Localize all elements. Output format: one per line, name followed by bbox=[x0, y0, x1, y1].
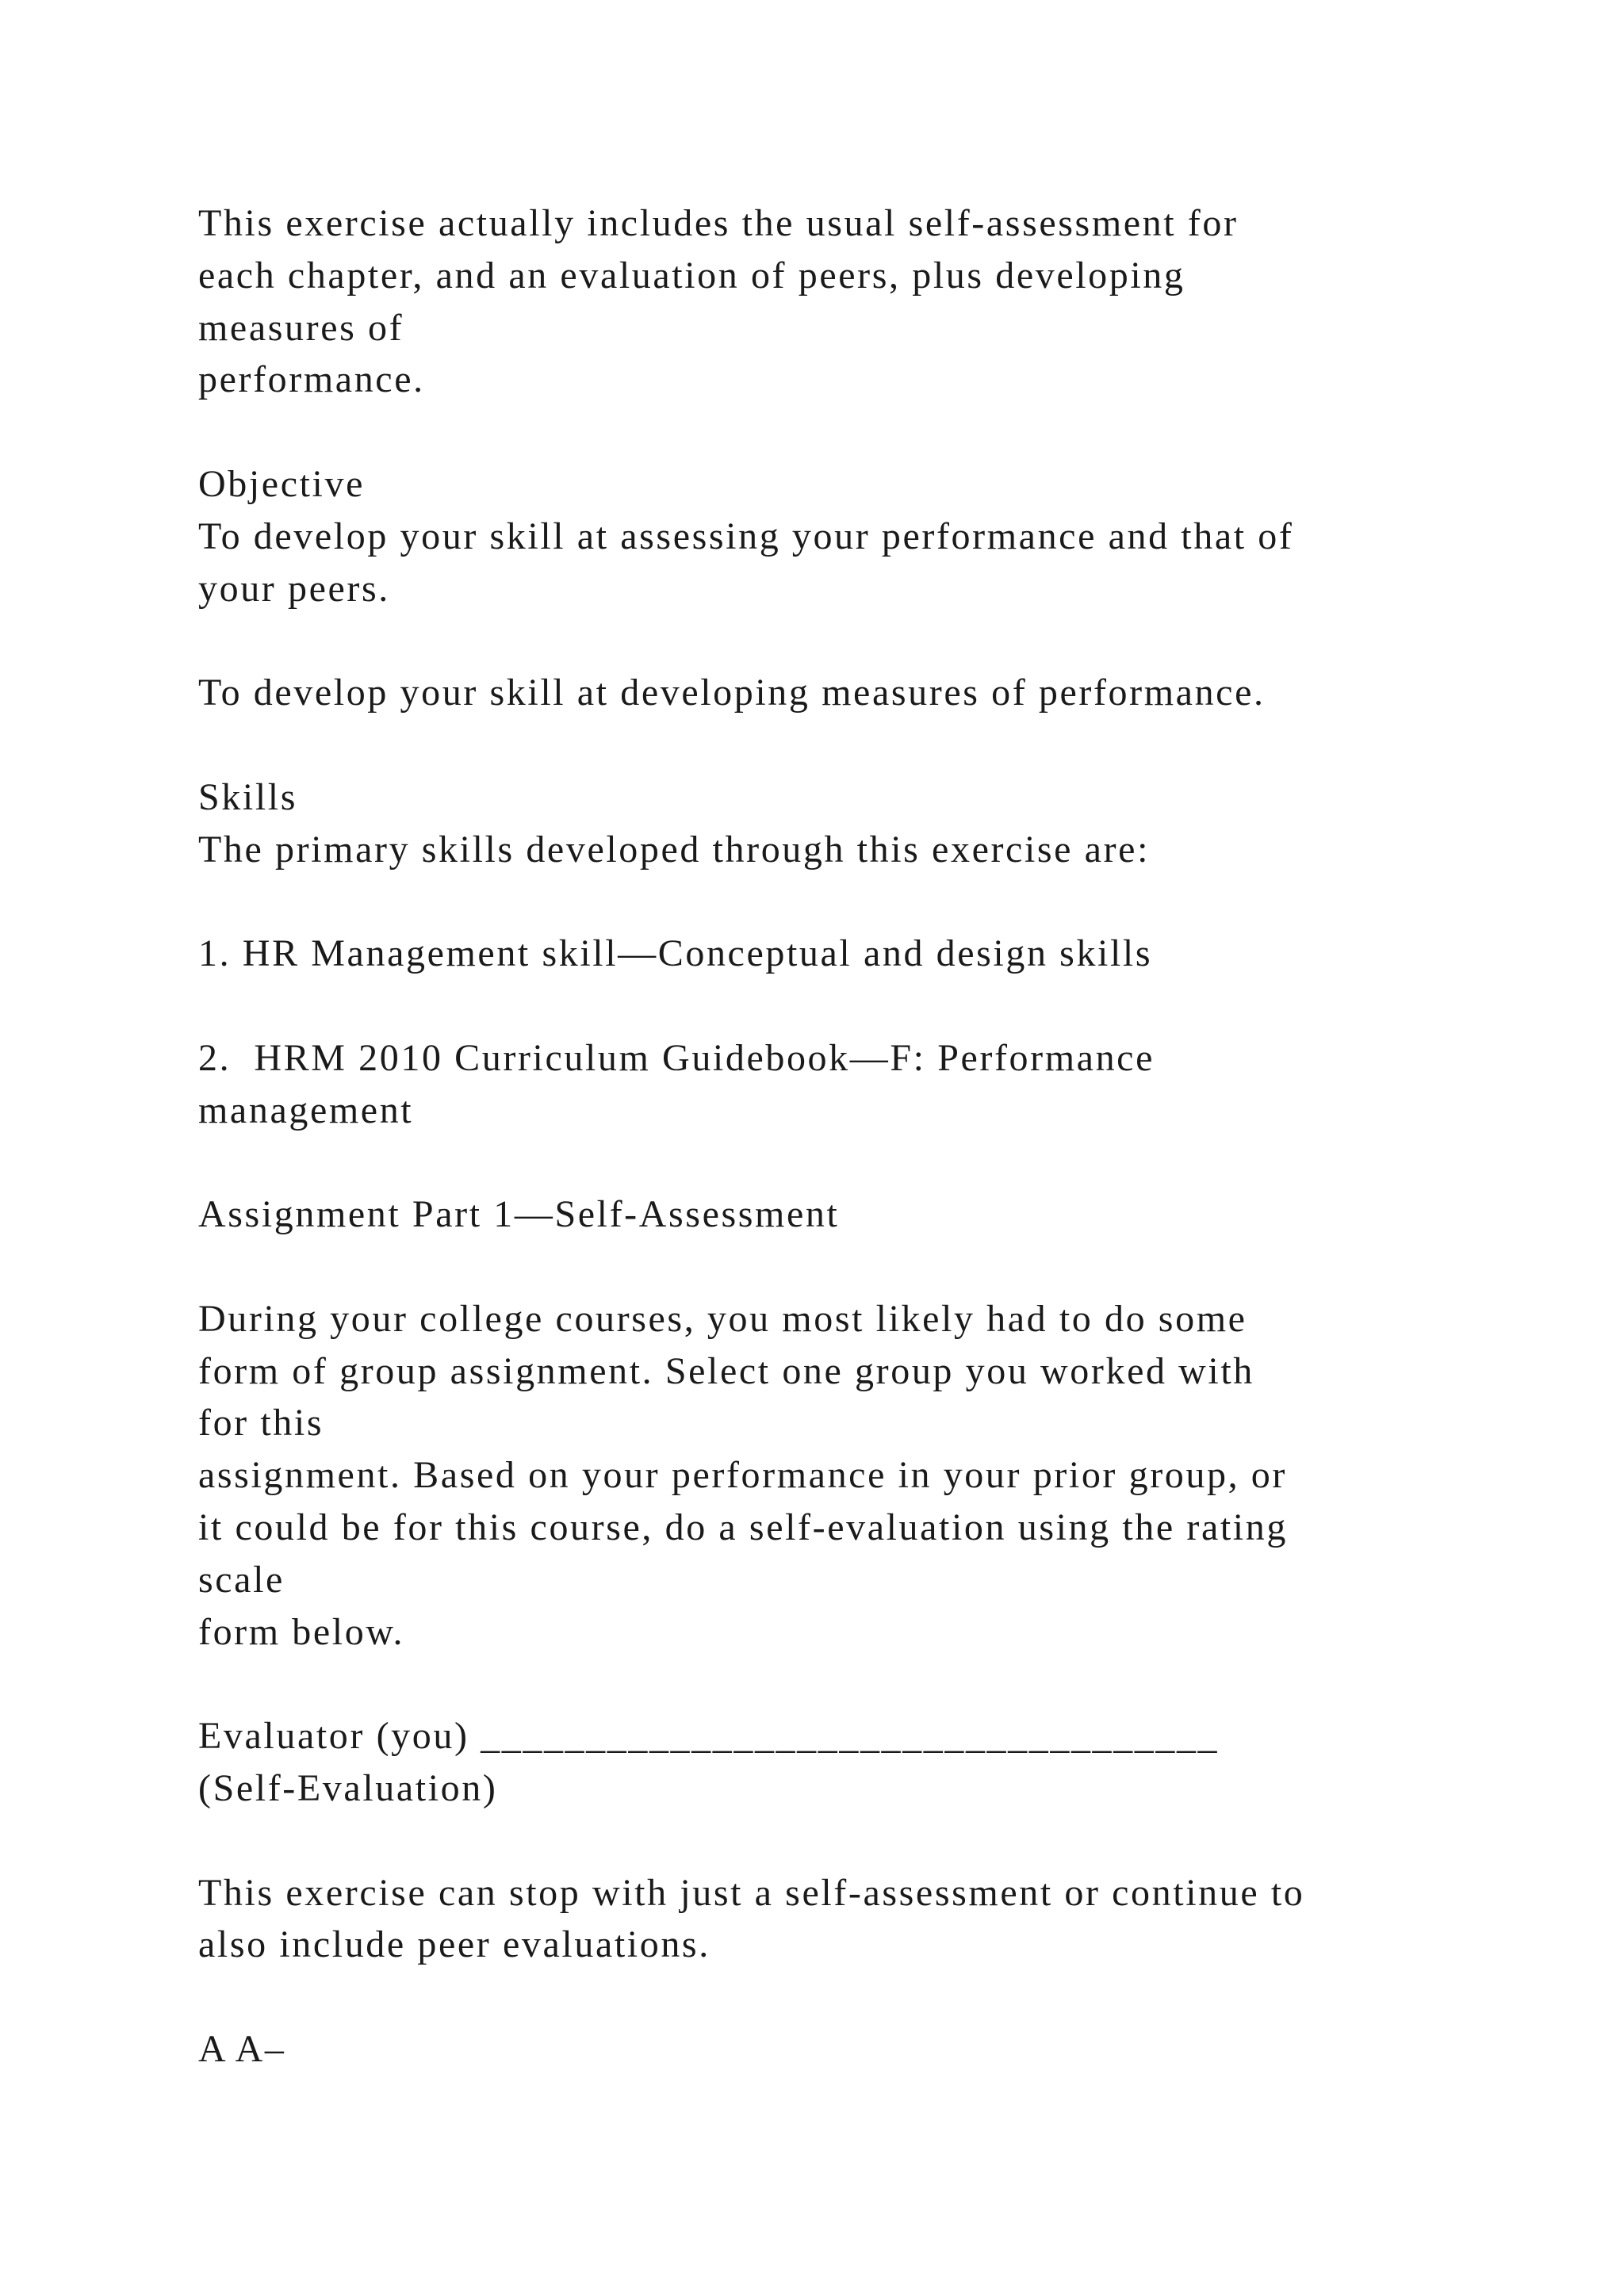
skills-intro: The primary skills developed through this exercise are: bbox=[198, 828, 1151, 871]
spacer bbox=[198, 1815, 1546, 1867]
assignment-line-6: scale bbox=[198, 1558, 285, 1601]
intro-line-2: each chapter, and an evaluation of peers, plus developing bbox=[198, 254, 1185, 297]
spacer bbox=[198, 719, 1546, 771]
closing-line-2: also include peer evaluations. bbox=[198, 1923, 710, 1966]
evaluator-sub: (Self-Evaluation) bbox=[198, 1766, 498, 1809]
intro-line-3: measures of bbox=[198, 306, 404, 349]
skills-item-2-line-2: management bbox=[198, 1089, 414, 1131]
intro-line-4: performance. bbox=[198, 358, 425, 401]
spacer bbox=[198, 1136, 1546, 1188]
evaluator-line: Evaluator (you) ___________________________________ bbox=[198, 1715, 1220, 1758]
assignment-line-3: for this bbox=[198, 1402, 324, 1445]
assignment-line-7: form below. bbox=[198, 1610, 405, 1653]
assignment-line-1: During your college courses, you most likely had to do some bbox=[198, 1297, 1247, 1340]
intro-line-1: This exercise actually includes the usual self-assessment for bbox=[198, 202, 1239, 244]
spacer bbox=[198, 1658, 1546, 1710]
objective-heading: Objective bbox=[198, 462, 365, 505]
assignment-heading: Assignment Part 1—Self-Assessment bbox=[198, 1193, 840, 1236]
spacer bbox=[198, 980, 1546, 1032]
skills-item-2-line-1: 2. HRM 2010 Curriculum Guidebook—F: Performance bbox=[198, 1036, 1155, 1079]
spacer bbox=[198, 406, 1546, 458]
assignment-line-5: it could be for this course, do a self-evaluation using the rating bbox=[198, 1506, 1288, 1548]
spacer bbox=[198, 614, 1546, 667]
document-body bbox=[198, 197, 1546, 2076]
objective-line-1: To develop your skill at assessing your performance and that of bbox=[198, 515, 1294, 557]
skills-heading: Skills bbox=[198, 775, 297, 818]
spacer bbox=[198, 875, 1546, 928]
grades-line: A A– bbox=[198, 2027, 286, 2070]
spacer bbox=[198, 1241, 1546, 1293]
spacer bbox=[198, 1971, 1546, 2023]
objective-line-2: your peers. bbox=[198, 567, 390, 610]
assignment-line-2: form of group assignment. Select one group you worked with bbox=[198, 1349, 1254, 1392]
objective-second: To develop your skill at developing measures of performance. bbox=[198, 672, 1266, 714]
assignment-line-4: assignment. Based on your performance in your prior group, or bbox=[198, 1454, 1287, 1497]
skills-item-1: 1. HR Management skill—Conceptual and design skills bbox=[198, 932, 1153, 975]
closing-line-1: This exercise can stop with just a self-assessment or continue to bbox=[198, 1871, 1305, 1914]
